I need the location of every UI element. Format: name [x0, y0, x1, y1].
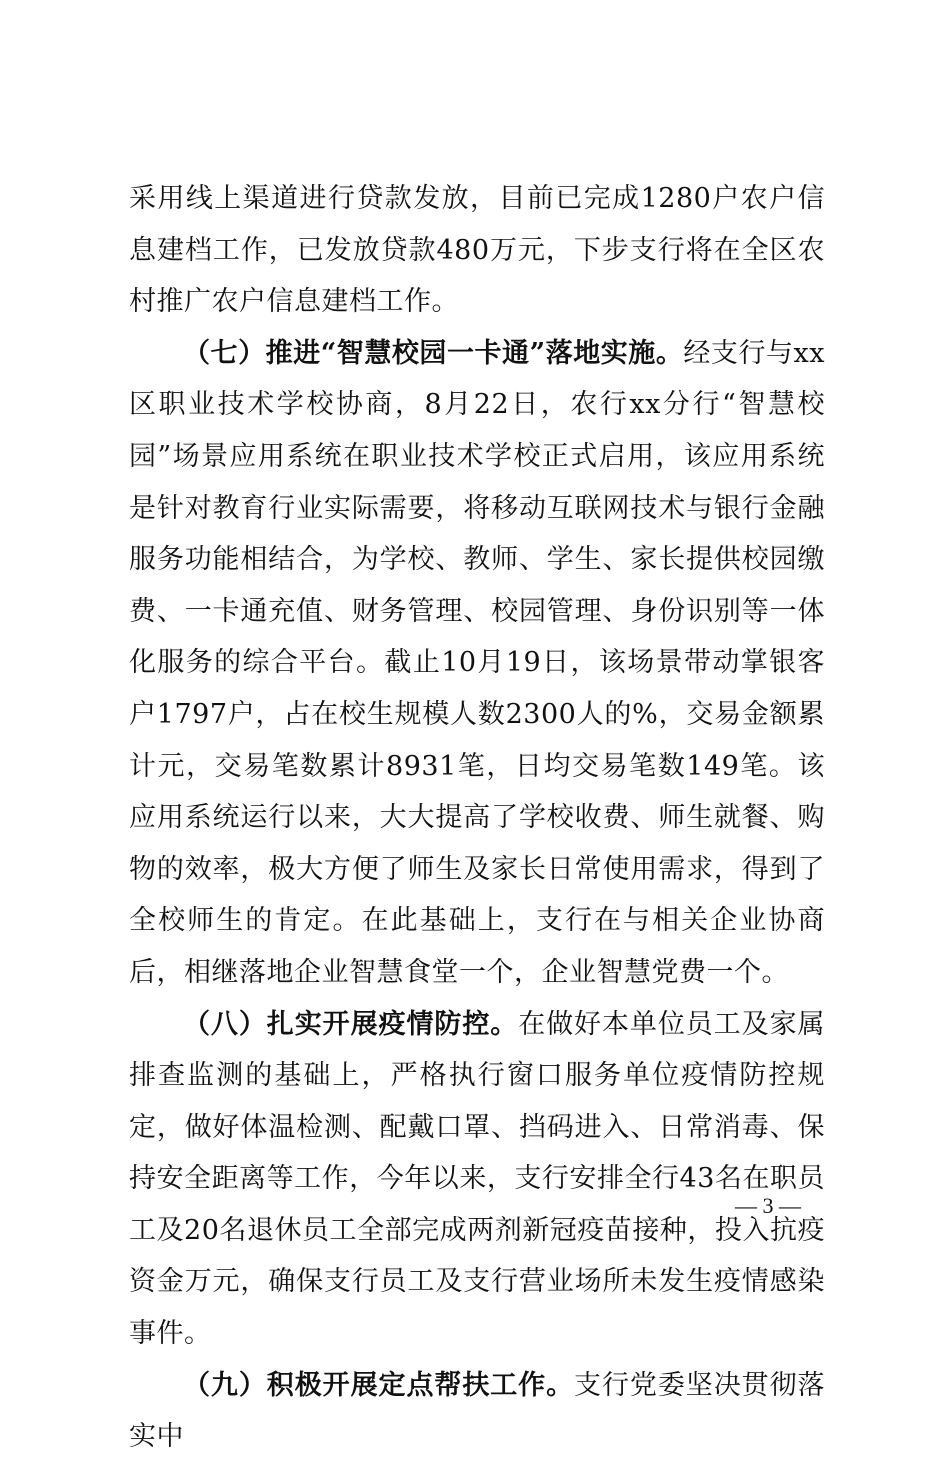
paragraph-section-7: [129, 328, 825, 999]
page-number: — 3 —: [735, 1193, 801, 1218]
paragraph-text: 经支行与xx区职业技术学校协商，8月22日，农行xx分行“智慧校园”场景应用系统在职业技术学校正式启用，该应用系统是针对教育行业实际需要，将移动互联网技术与银行金融服务功能相结合，为学校、教师、学生、家长提供校园缴费、一卡通充值、财务管理、校园管理、身份识别等一体化服务的综合平台。截止10月19日，该场景带动掌银客户1797户，占在校生规模人数2300人的%，交易金额累计元，交易笔数累计8931笔，日均交易笔数149笔。该应用系统运行以来，大大提高了学校收费、师生就餐、购物的效率，极大方便了师生及家长日常使用需求，得到了全校师生的肯定。在此基础上，支行在与相关企业协商后，相继落地企业智慧食堂一个，企业智慧党费一个。: [129, 337, 825, 988]
paragraph-text: 采用线上渠道进行贷款发放，目前已完成1280户农户信息建档工作，已发放贷款480万元，下步支行将在全区农村推广农户信息建档工作。: [129, 183, 825, 318]
paragraph-section-8: [129, 999, 825, 1360]
section-heading-9: （九）积极开展定点帮扶工作。: [183, 1369, 575, 1401]
paragraph-continuation: [129, 173, 825, 328]
paragraph-section-9: [129, 1360, 825, 1463]
section-heading-7: （七）推进“智慧校园一卡通”落地实施。: [183, 337, 684, 369]
paragraph-text: 在做好本单位员工及家属排查监测的基础上，严格执行窗口服务单位疫情防控规定，做好体温检测、配戴口罩、挡码进入、日常消毒、保持安全距离等工作，今年以来，支行安排全行43名在职员工及20名退休员工全部完成两剂新冠疫苗接种，投入抗疫资金万元，确保支行员工及支行营业场所未发生疫情感染事件。: [129, 1008, 826, 1350]
paragraph-text: 支行党委坚决贯彻落实中: [129, 1369, 826, 1453]
document-body: [129, 173, 825, 1463]
section-heading-8: （八）扎实开展疫情防控。: [183, 1008, 519, 1040]
